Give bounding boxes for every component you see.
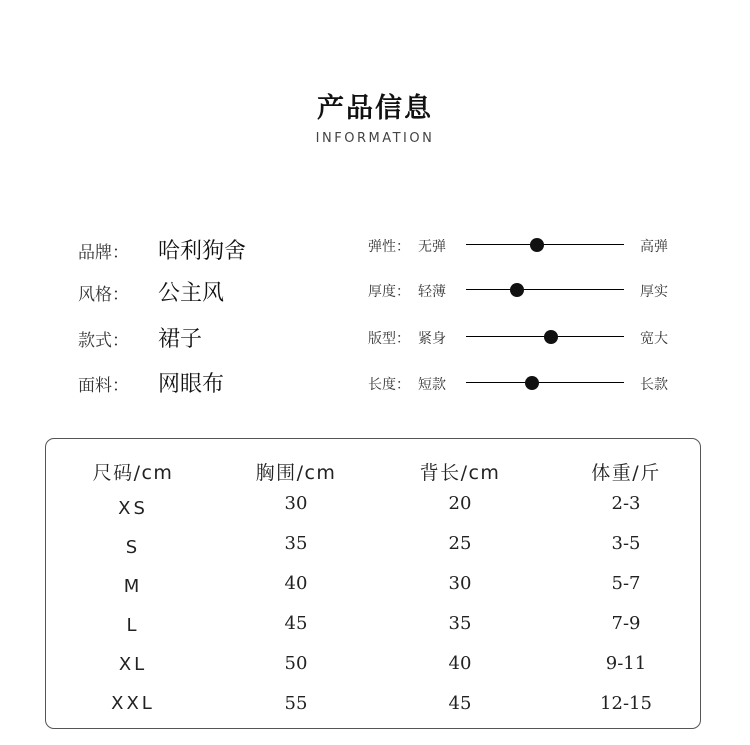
size-table-cell: L [126, 615, 140, 636]
size-table-cell: 9-11 [605, 653, 647, 674]
size-table-header: 背长/cm [419, 462, 501, 484]
attribute-row-elasticity [368, 233, 688, 257]
size-table-cell: 35 [448, 613, 472, 634]
size-table-cell: 7-9 [611, 613, 641, 634]
info-value: 网眼布 [158, 372, 225, 397]
size-table-cell: 3-5 [611, 533, 641, 554]
attribute-max-label: 宽大 [640, 331, 668, 347]
size-table-cell: XL [118, 654, 148, 675]
size-table [45, 438, 701, 729]
attribute-min-label: 紧身 [418, 331, 446, 347]
info-value: 哈利狗舍 [158, 239, 247, 264]
attribute-max-label: 厚实 [640, 284, 668, 300]
attribute-scale-line [466, 244, 624, 245]
size-table-cell: XS [118, 498, 148, 519]
attribute-name: 弹性： [368, 239, 410, 255]
size-table-cell: 40 [284, 573, 308, 594]
size-table-cell: 20 [448, 493, 472, 514]
attribute-scale-marker [525, 376, 539, 390]
size-table-cell: 50 [284, 653, 308, 674]
attribute-name: 厚度： [368, 284, 410, 300]
attribute-name: 长度： [368, 377, 410, 393]
page-title: 产品信息 [317, 93, 433, 124]
page-subtitle: INFORMATION [315, 131, 435, 146]
attribute-row-length [368, 371, 688, 395]
attribute-row-fit [368, 325, 688, 349]
info-row-style [78, 274, 328, 304]
info-label: 款式： [78, 331, 129, 351]
size-table-header: 体重/斤 [591, 462, 661, 484]
attribute-scale-marker [530, 238, 544, 252]
attribute-max-label: 高弹 [640, 239, 668, 255]
attribute-scale-marker [544, 330, 558, 344]
size-table-cell: 5-7 [611, 573, 641, 594]
attribute-name: 版型： [368, 331, 410, 347]
size-table-cell: 35 [284, 533, 308, 554]
attribute-scale-line [466, 336, 624, 337]
size-table-cell: 45 [448, 693, 472, 714]
size-table-cell: 45 [284, 613, 308, 634]
size-table-cell: 40 [448, 653, 472, 674]
size-table-cell: 12-15 [600, 693, 652, 714]
attribute-max-label: 长款 [640, 377, 668, 393]
info-row-brand [78, 232, 328, 262]
info-value: 裙子 [158, 327, 203, 352]
size-table-cell: 55 [284, 693, 308, 714]
attribute-row-thickness [368, 278, 688, 302]
info-label: 风格： [78, 285, 129, 305]
size-table-header: 尺码/cm [92, 462, 174, 484]
size-table-cell: XXL [111, 693, 155, 714]
info-row-fabric [78, 365, 328, 395]
attribute-scale-line [466, 289, 624, 290]
info-value: 公主风 [158, 281, 225, 306]
size-table-cell: 30 [448, 573, 472, 594]
info-label: 面料： [78, 376, 129, 396]
attribute-scale-marker [510, 283, 524, 297]
info-label: 品牌： [78, 243, 129, 263]
size-table-cell: 30 [284, 493, 308, 514]
attribute-min-label: 轻薄 [418, 284, 446, 300]
attribute-min-label: 短款 [418, 377, 446, 393]
attribute-scale-line [466, 382, 624, 383]
size-table-cell: S [125, 537, 141, 558]
size-table-cell: M [123, 576, 143, 597]
attribute-min-label: 无弹 [418, 239, 446, 255]
size-table-header: 胸围/cm [255, 462, 337, 484]
size-table-cell: 25 [448, 533, 472, 554]
size-table-cell: 2-3 [611, 493, 641, 514]
info-row-type [78, 320, 328, 350]
